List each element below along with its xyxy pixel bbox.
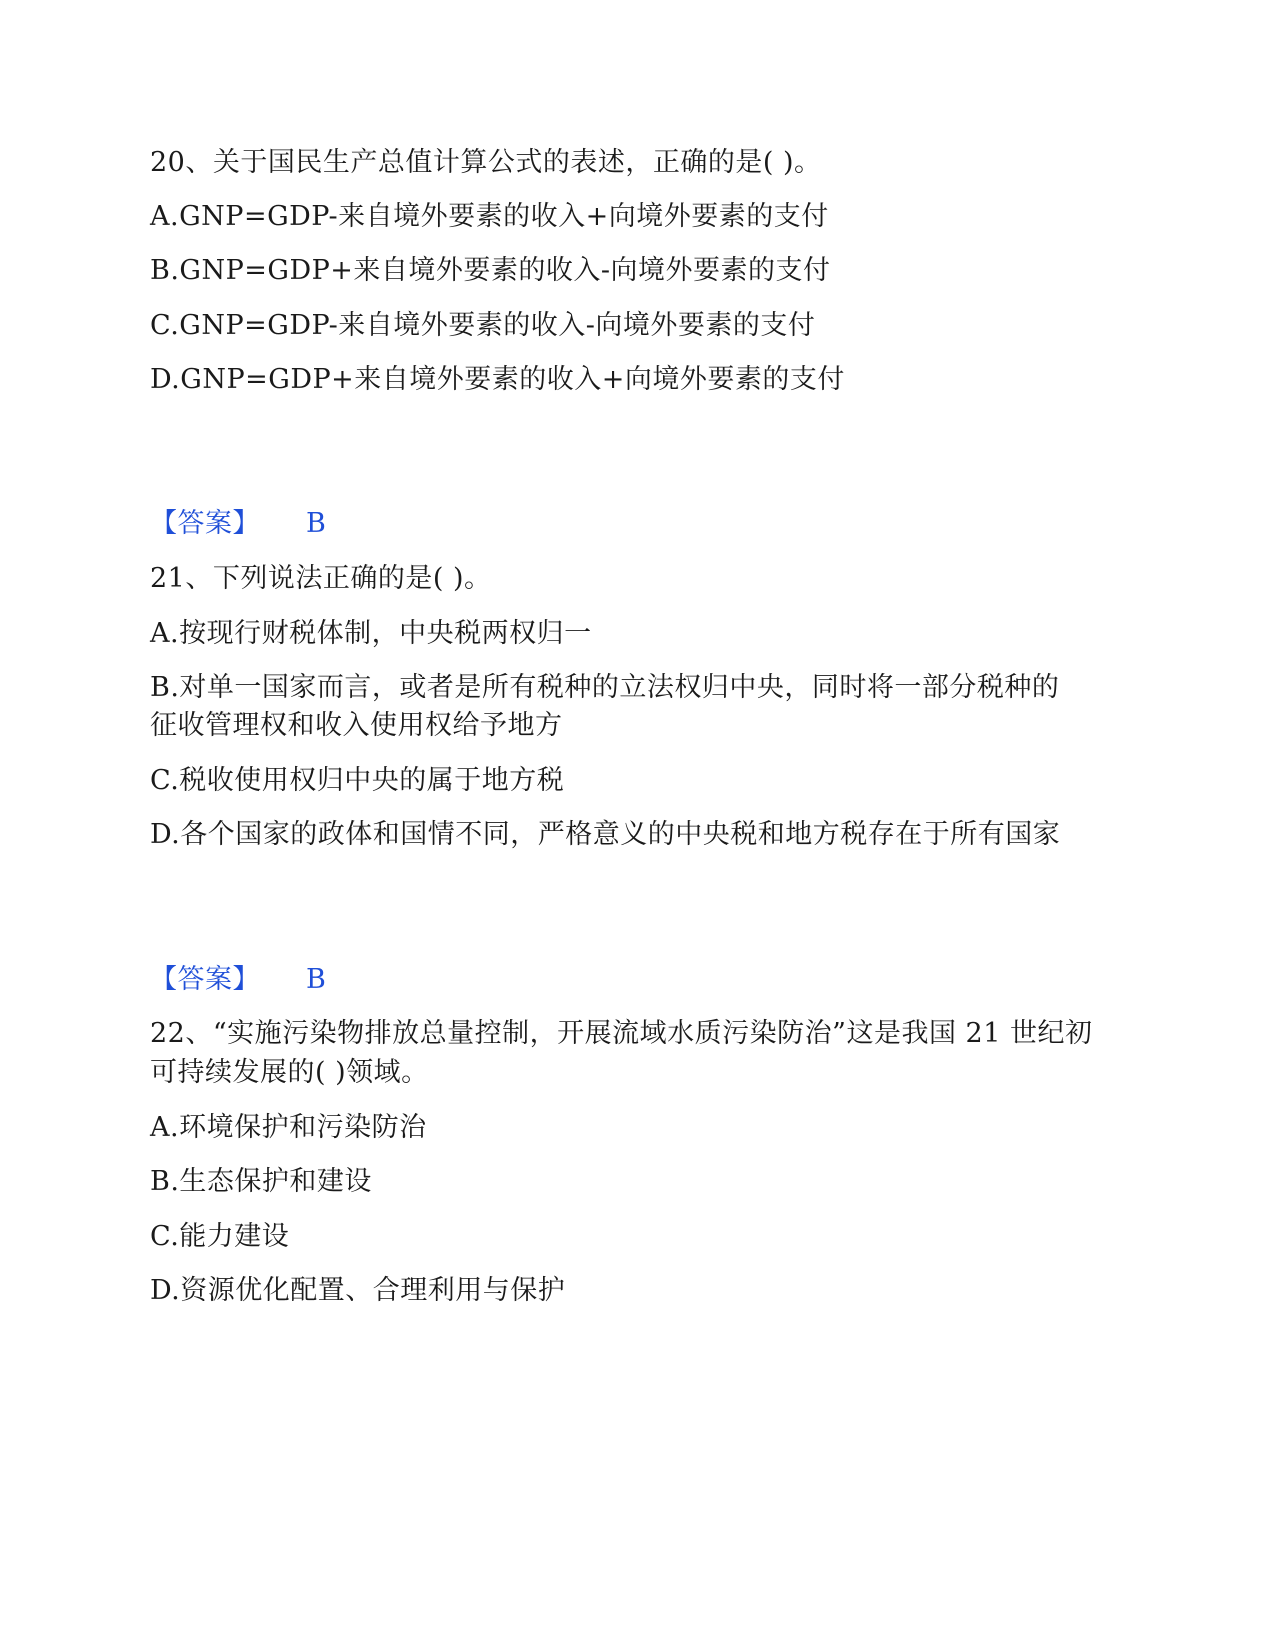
answer-label: 【答案】 bbox=[150, 508, 260, 539]
question-20-option-b: B.GNP=GDP+来自境外要素的收入-向境外要素的支付 bbox=[150, 255, 831, 286]
answer-label: 【答案】 bbox=[150, 964, 260, 995]
question-20-option-a: A.GNP=GDP-来自境外要素的收入+向境外要素的支付 bbox=[150, 201, 829, 232]
question-21-answer bbox=[150, 962, 326, 998]
question-20-option-c: C.GNP=GDP-来自境外要素的收入-向境外要素的支付 bbox=[150, 310, 816, 341]
question-21-option-c: C.税收使用权归中央的属于地方税 bbox=[150, 765, 565, 796]
question-21-stem: 21、下列说法正确的是( )。 bbox=[150, 563, 492, 594]
question-21-option-b-continued: 征收管理权和收入使用权给予地方 bbox=[150, 710, 563, 741]
question-22-option-d: D.资源优化配置、合理利用与保护 bbox=[150, 1275, 566, 1306]
question-22-option-b: B.生态保护和建设 bbox=[150, 1166, 372, 1197]
question-22-stem: 22、“实施污染物排放总量控制，开展流域水质污染防治”这是我国 21 世纪初 bbox=[150, 1018, 1093, 1049]
answer-value: B bbox=[306, 508, 327, 539]
question-21-option-a: A.按现行财税体制，中央税两权归一 bbox=[150, 618, 592, 649]
question-21-option-d: D.各个国家的政体和国情不同，严格意义的中央税和地方税存在于所有国家 bbox=[150, 819, 1061, 850]
question-22-option-a: A.环境保护和污染防治 bbox=[150, 1112, 427, 1143]
question-20-answer bbox=[150, 506, 326, 542]
answer-value: B bbox=[306, 964, 327, 995]
question-20-stem: 20、关于国民生产总值计算公式的表述，正确的是( )。 bbox=[150, 147, 822, 178]
question-20-option-d: D.GNP=GDP+来自境外要素的收入+向境外要素的支付 bbox=[150, 364, 845, 395]
question-22-stem-continued: 可持续发展的( )领域。 bbox=[150, 1057, 429, 1088]
question-21-option-b: B.对单一国家而言，或者是所有税种的立法权归中央，同时将一部分税种的 bbox=[150, 672, 1060, 703]
question-22-option-c: C.能力建设 bbox=[150, 1221, 290, 1252]
